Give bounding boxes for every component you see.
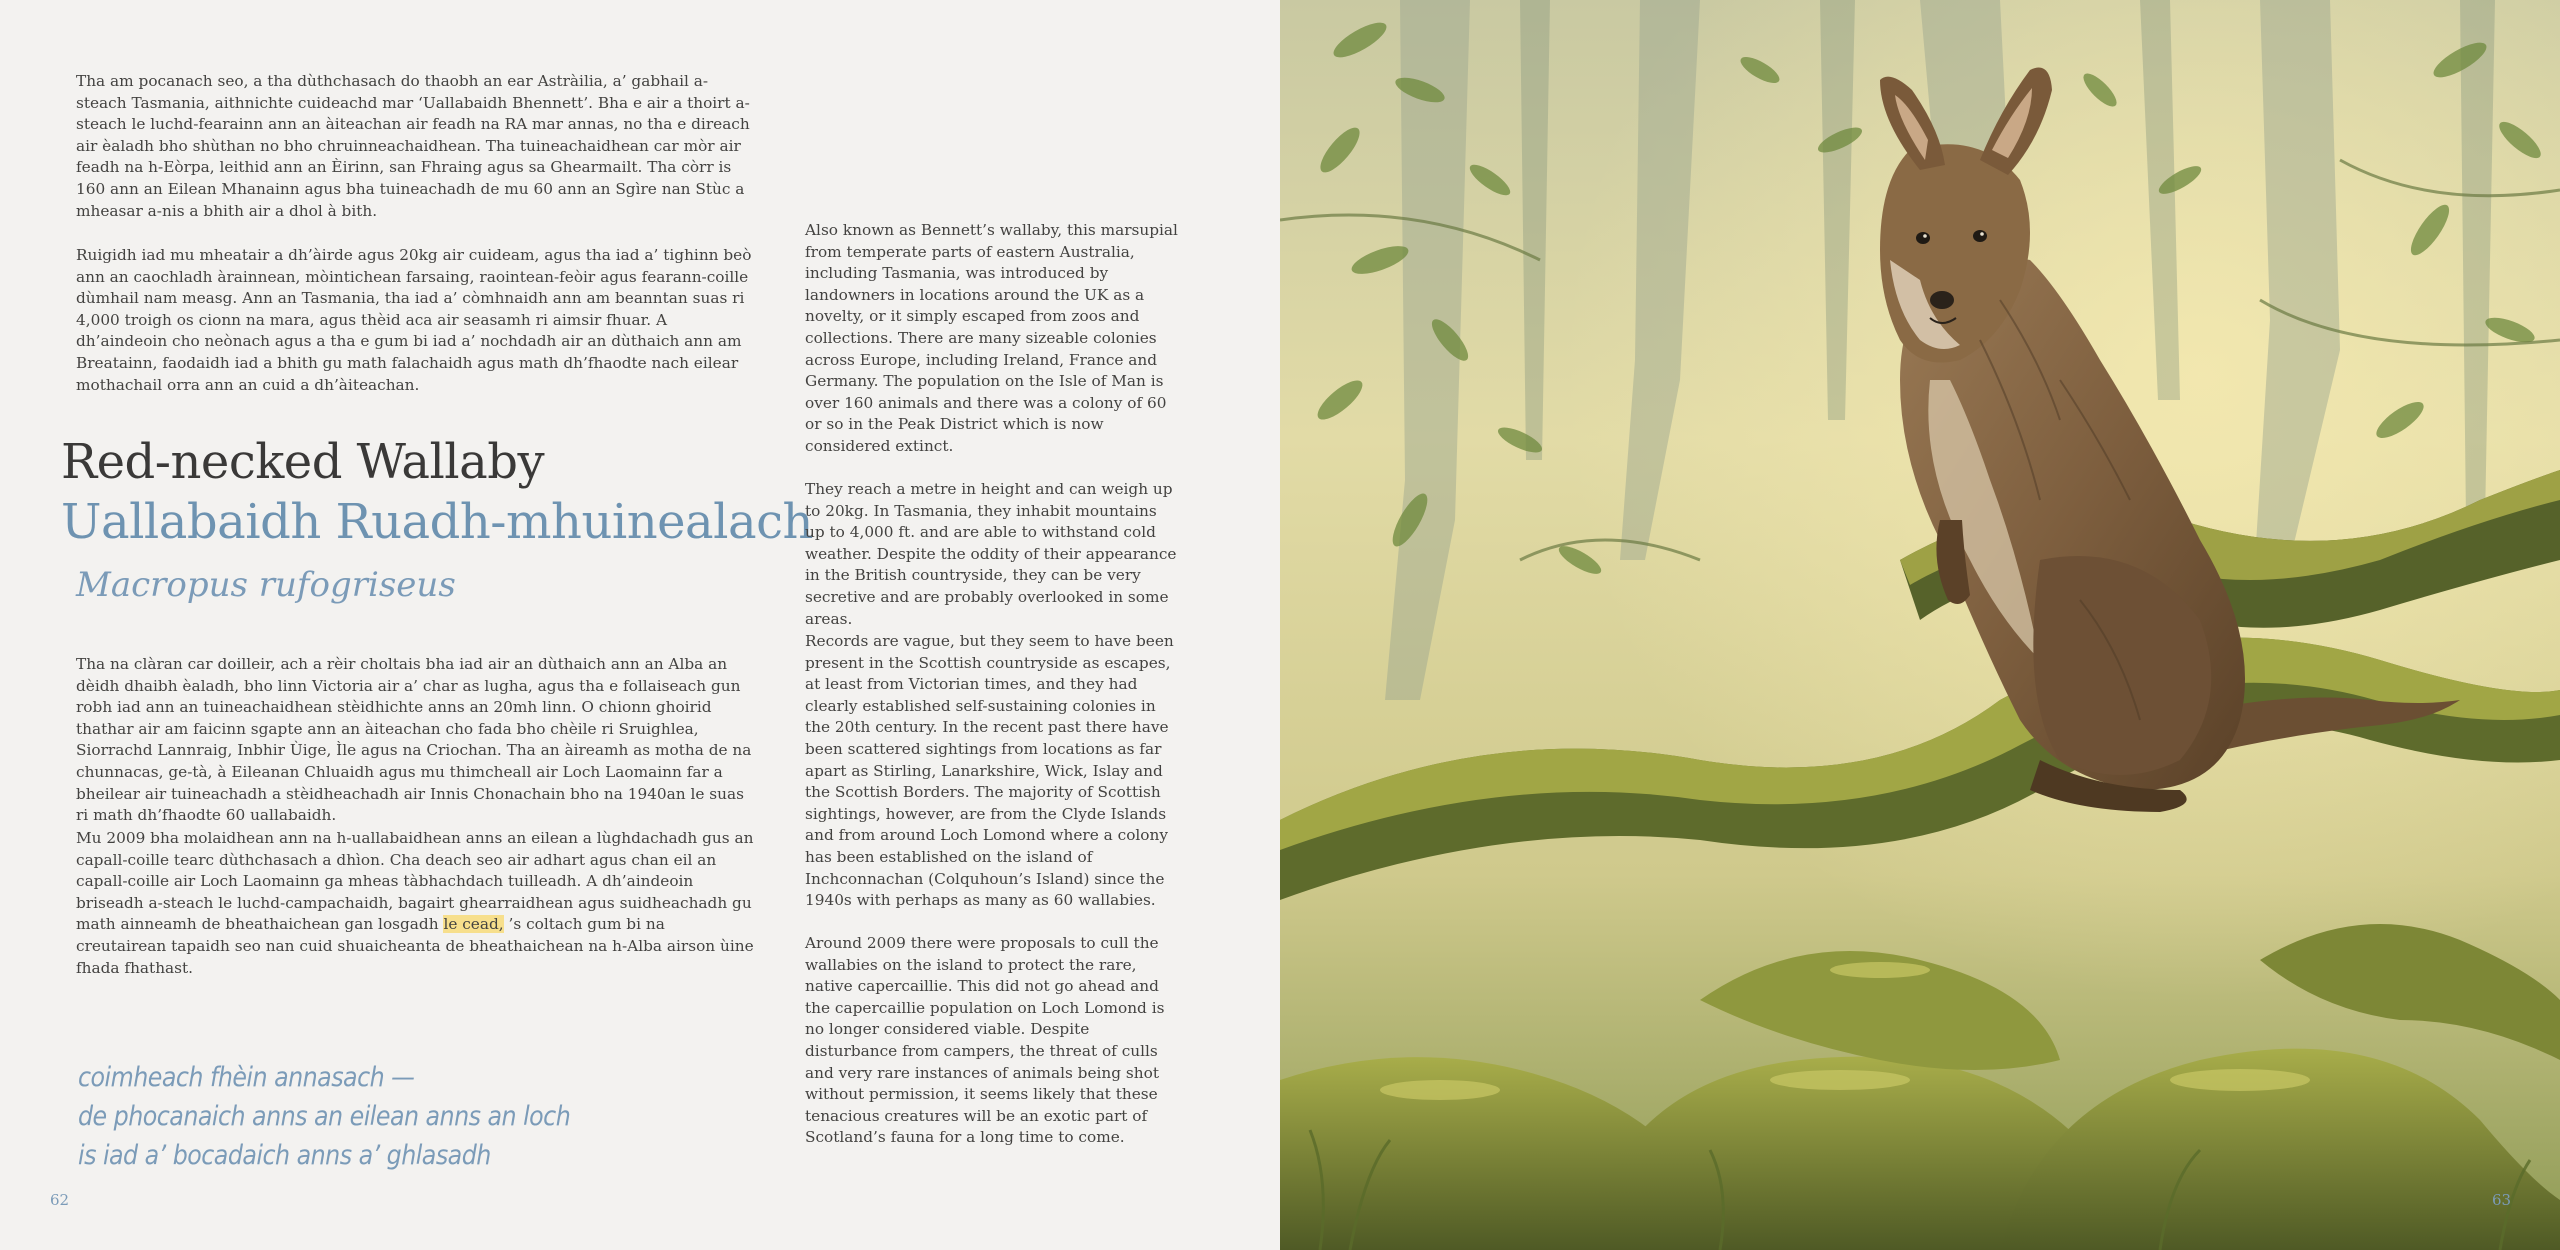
- english-paragraph-2: They reach a metre in height and can weigh up to 20kg. In Tasmania, they inhabit mountains up to 4,000 ft. and are able to withstand cold weather. Despite the oddity of their appearance in the British countryside, they can be very secretive and are probably overlooked in some areas.: [805, 480, 1177, 628]
- gaelic-body-text-after: ’s coltach gum bi na creutairean tapaidh seo nan cuid shuaicheanta de bheathaichean na h-Alba airson ùine fhada fhathast.: [76, 915, 754, 977]
- gaelic-body-text-before: Mu 2009 bha molaidhean ann na h-uallabaidhean anns an eilean a lùghdachadh gus an capall-coille tearc dùthchasach a dhìon. Cha deach seo air adhart agus chan eil an capall-coille air Loch Laomainn ga mheas tàbhachdach tuilleadh. A dh’aindeoin briseadh a-steach le luchd-campachaidh, bagairt ghearraidhean agus suidheachadh gu math ainneamh de bheathaichean gan losgadh: [76, 829, 754, 934]
- poem-line: is iad a’ bocadaich anns a’ ghlasadh: [78, 1140, 491, 1171]
- title-english: Red-necked Wallaby: [61, 434, 545, 490]
- gaelic-intro-paragraph-2: Ruigidh iad mu mheatair a dh’àirde agus 20kg air cuideam, agus tha iad a’ tighinn beò ann an caochladh àrainnean, mòintichean farsaing, raointean-feòir agus fearann-coille dùmhail nam measg. Ann an Tasmania, tha iad a’ còmhnaidh ann am beanntan suas ri 4,000 troigh os cionn na mara, agus thèid aca air seasamh ri aimsir fhuar. A dh’aindeoin cho neònach agus a tha e gum bi iad a’ nochdadh air an dùthaich ann am Breatainn, faodaidh iad a bhith gu math falachaidh agus math dh’fhaodte nach eilear mothachail orra ann an cuid a dh’àiteachan.: [76, 246, 752, 394]
- english-paragraph-4: Around 2009 there were proposals to cull the wallabies on the island to protect the rare, native capercaillie. This did not go ahead and the capercaillie population on Loch Lomond is no longer considered viable. Despite disturbance from campers, the threat of culls and very rare instances of animals being shot without permission, it seems likely that these tenacious creatures will be an exotic part of Scotland’s fauna for a long time to come.: [805, 934, 1165, 1147]
- english-paragraph-1: Also known as Bennett’s wallaby, this marsupial from temperate parts of eastern Australia, including Tasmania, was introduced by landowners in locations around the UK as a novelty, or it simply escaped from zoos and collections. There are many sizeable colonies across Europe, including Ireland, France and Germany. The population on the Isle of Man is over 160 animals and there was a colony of 60 or so in the Peak District which is now considered extinct.: [805, 221, 1178, 455]
- page-number-right: 63: [2492, 1191, 2512, 1209]
- page-number-left: 62: [50, 1191, 70, 1209]
- poem-line: de phocanaich anns an eilean anns an loch: [78, 1101, 571, 1132]
- english-paragraph-3: Records are vague, but they seem to have been present in the Scottish countryside as escapes, at least from Victorian times, and they had clearly established self-sustaining colonies in the 20th century. In the recent past there have been scattered sightings from locations as far apart as Stirling, Lanarkshire, Wick, Islay and the Scottish Borders. The majority of Scottish sightings, however, are from the Clyde Islands and from around Loch Lomond where a colony has been established on the island of Inchconnachan (Colquhoun’s Island) since the 1940s with perhaps as many as 60 wallabies.: [805, 632, 1174, 910]
- title-gaelic: Uallabaidh Ruadh-mhuinealach: [61, 494, 813, 550]
- latin-name: Macropus rufogriseus: [76, 565, 456, 605]
- gaelic-body-paragraph-1: Tha na clàran car doilleir, ach a rèir choltais bha iad air an dùthaich ann an Alba an dèidh dhaibh èaladh, bho linn Victoria air a’ char as lugha, agus tha e follaiseach gun robh iad ann an tuineachaidhean stèidhichte anns an 20mh linn. O chionn ghoirid thathar air am faicinn sgapte ann an àiteachan cho fada bho chèile ri Sruighlea, Siorrachd Lannraig, Inbhir Ùige, Ìle agus na Criochan. Tha an àireamh as motha de na chunnacas, ge-tà, à Eileanan Chluaidh agus mu thimcheall air Loch Laomainn far a bheilear air tuineachadh a stèidheachadh air Innis Chonachain bho na 1940an le suas ri math dh’fhaodte 60 uallabaidh.: [76, 655, 752, 825]
- gaelic-intro-paragraph-1: Tha am pocanach seo, a tha dùthchasach do thaobh an ear Astràilia, a’ gabhail a-steach Tasmania, aithnichte cuideachd mar ‘Uallabaidh Bhennett’. Bha e air a thoirt a-steach le luchd-fearainn ann an àiteachan air feadh na RA mar annas, no tha e direach air èaladh bho shùthan no bho chruinneachaidhean. Tha tuineachaidhean car mòr air feadh na h-Eòrpa, leithid ann an Èirinn, san Fhraing agus sa Ghearmailt. Tha còrr is 160 ann an Eilean Mhanainn agus bha tuineachadh de mu 60 ann an Sgìre nan Stùc a mheasar a-nis a bhith air a dhol à bith.: [76, 72, 750, 220]
- poem: [78, 1058, 571, 1175]
- highlighted-text[interactable]: le cead,: [443, 915, 504, 934]
- poem-line: coimheach fhèin annasach —: [78, 1062, 415, 1093]
- wallaby-illustration: [1280, 0, 2560, 1250]
- gaelic-body-paragraph-2: [76, 828, 756, 979]
